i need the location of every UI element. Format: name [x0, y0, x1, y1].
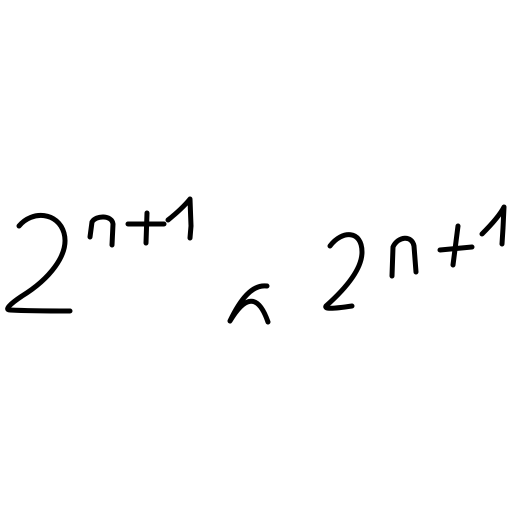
- left-exponent-n: [90, 217, 113, 245]
- left-exponent-plus-vertical: [146, 213, 147, 243]
- right-exponent-plus-vertical: [453, 226, 458, 265]
- left-term: [8, 199, 191, 311]
- right-exponent-n: [392, 238, 416, 276]
- left-exponent-1: [168, 199, 191, 238]
- left-base-digit-2: [8, 215, 70, 311]
- right-exponent-plus-horizontal: [440, 247, 472, 250]
- right-base-digit-2: [326, 235, 362, 309]
- right-term: [326, 207, 504, 308]
- right-exponent-1: [482, 207, 504, 244]
- proportional-symbol: [230, 286, 268, 322]
